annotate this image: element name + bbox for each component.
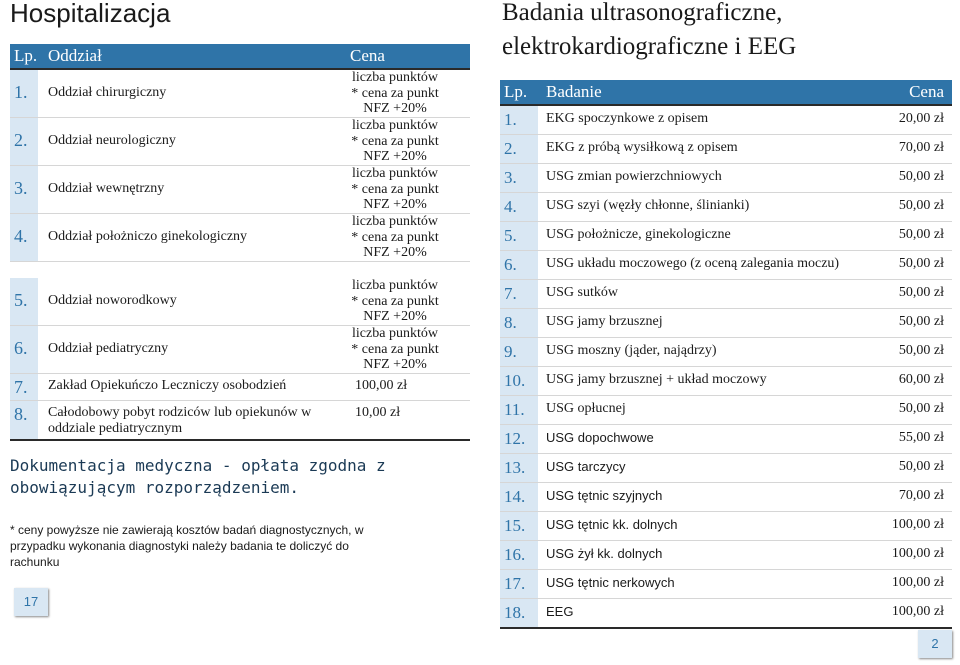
row-number-cell: [500, 396, 538, 424]
row-number: 1.: [504, 110, 517, 129]
row-number-cell: [500, 193, 538, 221]
right-page: [480, 0, 960, 665]
price-line: liczba punktów: [352, 166, 438, 181]
exam-name: USG zmian powierzchniowych: [546, 169, 722, 184]
row-number: 15.: [504, 516, 526, 535]
exam-name: EKG z próbą wysiłkową z opisem: [546, 140, 738, 155]
ward-name: Oddział wewnętrzny: [48, 181, 165, 196]
header-price: Cena: [350, 46, 385, 65]
exam-name: EKG spoczynkowe z opisem: [546, 111, 709, 126]
row-number: 3.: [504, 168, 517, 187]
row-number: 18.: [504, 603, 526, 622]
price-line: NFZ +20%: [363, 309, 427, 324]
ward-price: [350, 166, 440, 213]
ward-name: Oddział pediatryczny: [48, 341, 169, 356]
exam-name: USG tętnic nerkowych: [546, 575, 675, 590]
row-number-cell: [10, 374, 38, 400]
ward-name: Oddział noworodkowy: [48, 293, 177, 308]
row-number: 14.: [504, 487, 526, 506]
exam-name: USG szyi (węzły chłonne, ślinianki): [546, 198, 750, 213]
ward-name: Oddział położniczo ginekologiczny: [48, 229, 248, 244]
exam-price: 50,00 zł: [898, 256, 944, 271]
header-exam: Badanie: [546, 82, 602, 101]
exam-price: 50,00 zł: [898, 459, 944, 474]
exam-name: USG tarczycy: [546, 459, 626, 474]
header-lp: Lp.: [504, 82, 528, 101]
exam-name: USG dopochwowe: [546, 430, 654, 445]
table-row: [10, 401, 470, 441]
page-title: Badania ultrasonograficzne, elektrokardiograficzne i EEG: [502, 0, 797, 60]
exam-name: USG sutków: [546, 285, 618, 300]
exam-price: 50,00 zł: [898, 343, 944, 358]
ward-name: Zakład Opiekuńczo Leczniczy osobodzień: [48, 378, 287, 393]
row-number: 1.: [14, 82, 28, 102]
page-number: 2: [918, 630, 952, 658]
exam-price: 100,00 zł: [891, 575, 944, 590]
row-number-cell: [500, 570, 538, 598]
exam-price: 70,00 zł: [898, 488, 944, 503]
price-line: NFZ +20%: [363, 197, 427, 212]
exam-name: USG żył kk. dolnych: [546, 546, 663, 561]
row-number-cell: [10, 278, 38, 325]
exam-price: 60,00 zł: [898, 372, 944, 387]
exam-name: EEG: [546, 604, 574, 619]
row-number-cell: [10, 166, 38, 213]
exam-price: 70,00 zł: [898, 140, 944, 155]
row-number-cell: [500, 541, 538, 569]
row-number: 11.: [504, 400, 525, 419]
exam-price: 50,00 zł: [898, 169, 944, 184]
header-price: Cena: [909, 82, 944, 101]
table-row: [500, 280, 952, 309]
exams-table: [500, 80, 952, 629]
exam-price: 55,00 zł: [898, 430, 944, 445]
table-row: [10, 278, 470, 326]
row-number-cell: [10, 70, 38, 117]
price-line: liczba punktów: [352, 214, 438, 229]
price-line: 100,00 zł: [355, 378, 408, 393]
row-number-cell: [500, 483, 538, 511]
exam-name: USG tętnic kk. dolnych: [546, 517, 678, 532]
row-number: 5.: [14, 290, 28, 310]
row-number: 13.: [504, 458, 526, 477]
page-number: 17: [14, 588, 48, 616]
price-line: * cena za punkt: [351, 181, 439, 197]
table-row: [500, 454, 952, 483]
row-number: 9.: [504, 342, 517, 361]
table-row: [10, 374, 470, 401]
row-number-cell: [500, 338, 538, 366]
ward-price: [350, 214, 440, 261]
row-number-cell: [500, 280, 538, 308]
row-number: 16.: [504, 545, 526, 564]
row-number: 2.: [504, 139, 517, 158]
row-number: 6.: [504, 255, 517, 274]
row-number-cell: [500, 222, 538, 250]
row-number-cell: [10, 401, 38, 439]
exam-name: USG układu moczowego (z oceną zalegania moczu): [546, 256, 840, 271]
table-header: [10, 44, 470, 70]
table-row: [500, 251, 952, 280]
row-number-cell: [500, 454, 538, 482]
table-body: [500, 106, 952, 629]
exam-price: 100,00 zł: [891, 604, 944, 619]
price-line: liczba punktów: [352, 70, 438, 85]
price-line: liczba punktów: [352, 278, 438, 293]
price-line: 10,00 zł: [355, 405, 401, 420]
price-line: * cena za punkt: [351, 341, 439, 357]
row-number-cell: [500, 367, 538, 395]
page-title: Hospitalizacja: [10, 0, 171, 28]
exam-price: 100,00 zł: [891, 517, 944, 532]
exam-price: 50,00 zł: [898, 285, 944, 300]
table-row: [500, 599, 952, 629]
row-number: 7.: [504, 284, 517, 303]
exam-price: 50,00 zł: [898, 198, 944, 213]
row-number: 6.: [14, 338, 28, 358]
table-row: [500, 193, 952, 222]
price-line: * cena za punkt: [351, 133, 439, 149]
ward-price: [350, 326, 440, 373]
price-line: liczba punktów: [352, 118, 438, 133]
row-number: 12.: [504, 429, 526, 448]
row-number: 7.: [14, 377, 28, 397]
row-number: 3.: [14, 178, 28, 198]
row-number-cell: [10, 214, 38, 261]
exam-name: USG opłucnej: [546, 401, 626, 416]
row-number: 10.: [504, 371, 526, 390]
row-number-cell: [500, 164, 538, 192]
price-line: * cena za punkt: [351, 293, 439, 309]
table-row: [500, 570, 952, 599]
table-row: [500, 135, 952, 164]
row-number: 17.: [504, 574, 526, 593]
exam-price: 50,00 zł: [898, 401, 944, 416]
ward-price: [350, 278, 440, 325]
table-row: [10, 166, 470, 214]
price-line: * cena za punkt: [351, 229, 439, 245]
ward-price: [355, 378, 445, 394]
row-number-cell: [500, 599, 538, 627]
exam-name: USG położnicze, ginekologiczne: [546, 227, 731, 242]
hospitalization-table: [10, 44, 470, 441]
price-line: * cena za punkt: [351, 85, 439, 101]
exam-price: 100,00 zł: [891, 546, 944, 561]
row-number-cell: [10, 326, 38, 373]
table-row: [10, 214, 470, 262]
ward-price: [350, 118, 440, 165]
exam-name: USG moszny (jąder, najądrzy): [546, 343, 717, 358]
exam-name: USG jamy brzusznej + układ moczowy: [546, 372, 767, 387]
table-row: [500, 164, 952, 193]
table-row: [500, 396, 952, 425]
row-number-cell: [500, 106, 538, 134]
table-row: [10, 70, 470, 118]
exam-name: USG tętnic szyjnych: [546, 488, 663, 503]
price-footnote: * ceny powyższe nie zawierają kosztów badań diagnostycznych, w przypadku wykonania diagnostyki należy badania te doliczyć do rachunku: [10, 523, 364, 569]
ward-name: Oddział chirurgiczny: [48, 85, 167, 100]
ward-price: [350, 70, 440, 117]
row-number: 8.: [14, 404, 28, 424]
exam-name: USG jamy brzusznej: [546, 314, 663, 329]
documentation-note: Dokumentacja medyczna - opłata zgodna z obowiązującym rozporządzeniem.: [10, 456, 386, 497]
table-row: [500, 106, 952, 135]
table-row: [500, 367, 952, 396]
row-number: 4.: [14, 226, 28, 246]
ward-name: Oddział neurologiczny: [48, 133, 176, 148]
table-row: [500, 338, 952, 367]
price-line: NFZ +20%: [363, 245, 427, 260]
row-number: 8.: [504, 313, 517, 332]
table-row: [500, 222, 952, 251]
row-number-cell: [10, 118, 38, 165]
row-number-cell: [500, 135, 538, 163]
row-number: 5.: [504, 226, 517, 245]
table-header: [500, 80, 952, 106]
row-number-cell: [500, 512, 538, 540]
row-number: 4.: [504, 197, 517, 216]
price-line: NFZ +20%: [363, 357, 427, 372]
exam-price: 50,00 zł: [898, 314, 944, 329]
exam-price: 50,00 zł: [898, 227, 944, 242]
table-row: [500, 483, 952, 512]
price-line: liczba punktów: [352, 326, 438, 341]
header-lp: Lp.: [14, 46, 38, 65]
ward-name: Całodobowy pobyt rodziców lub opiekunów w oddziale pediatrycznym: [48, 405, 312, 436]
table-row: [10, 326, 470, 374]
table-body: [10, 70, 470, 441]
header-ward: Oddział: [48, 46, 102, 65]
table-row: [10, 118, 470, 166]
row-number-cell: [500, 425, 538, 453]
price-line: NFZ +20%: [363, 149, 427, 164]
table-row: [500, 309, 952, 338]
ward-price: [355, 405, 445, 421]
row-number: 2.: [14, 130, 28, 150]
table-row: [500, 541, 952, 570]
table-row: [500, 425, 952, 454]
row-number-cell: [500, 309, 538, 337]
exam-price: 20,00 zł: [898, 111, 944, 126]
table-row: [500, 512, 952, 541]
row-number-cell: [500, 251, 538, 279]
price-line: NFZ +20%: [363, 101, 427, 116]
